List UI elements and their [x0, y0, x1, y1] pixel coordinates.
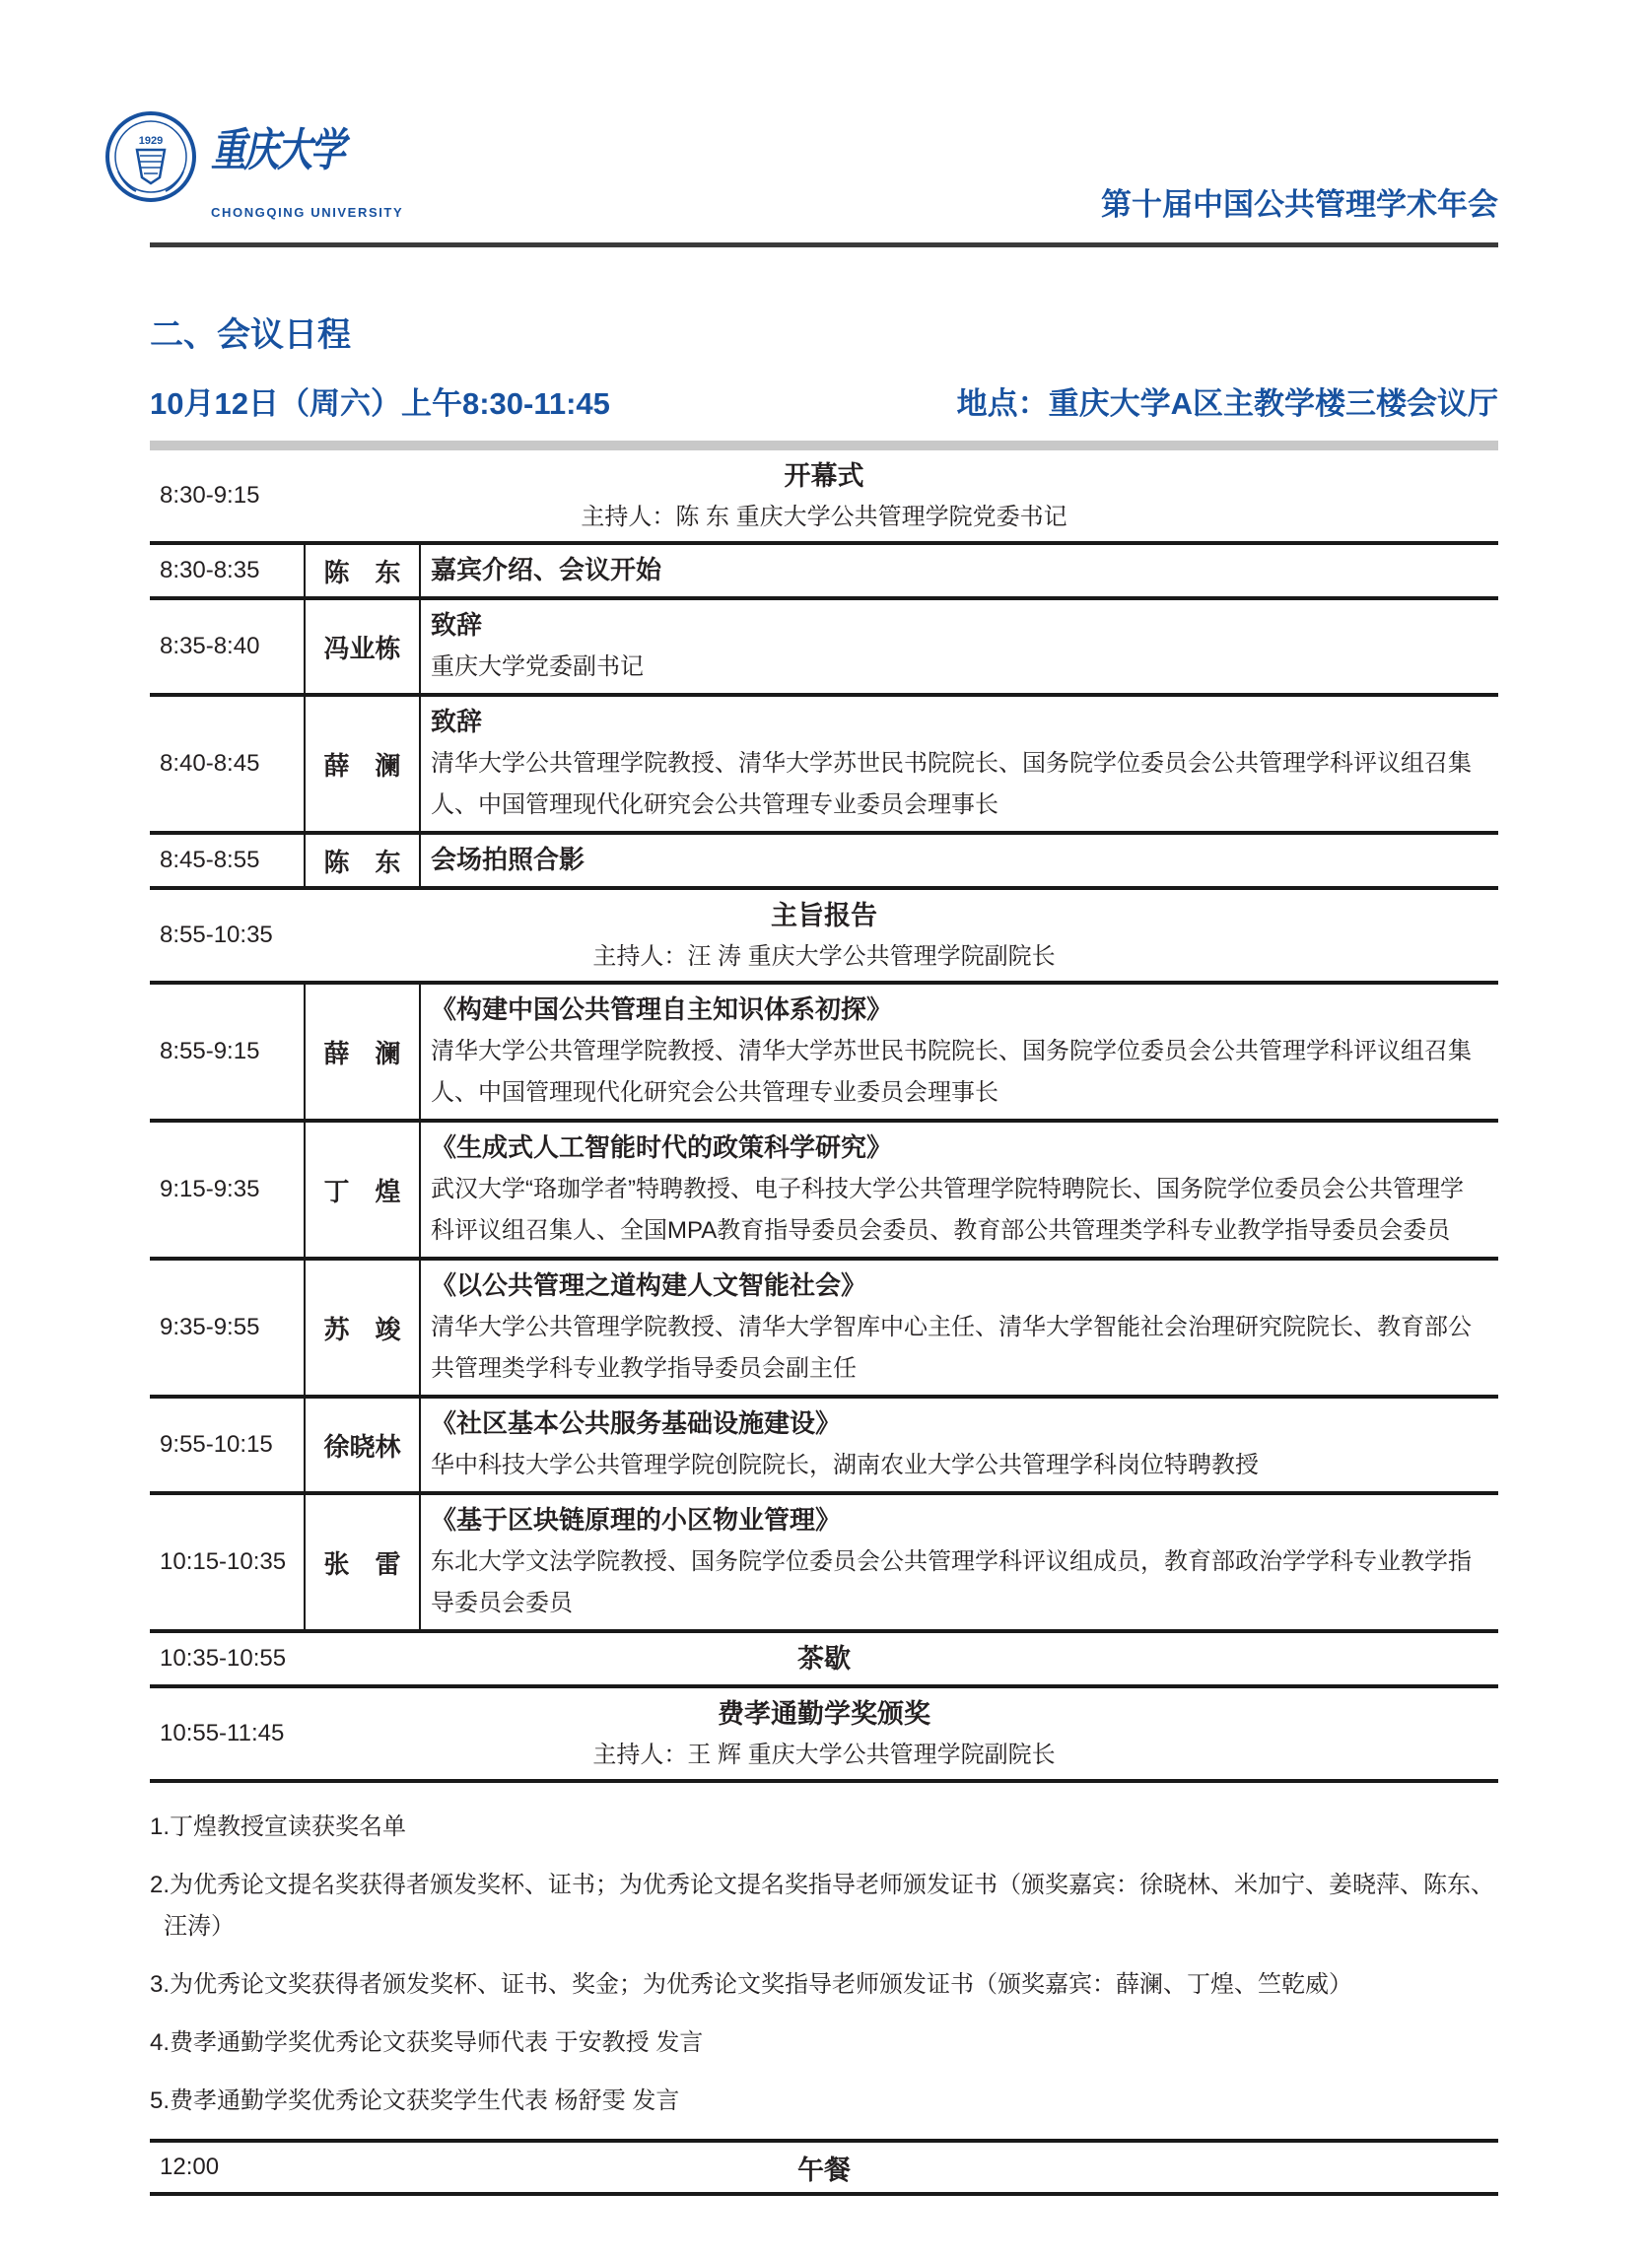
- row-title: 致辞: [431, 707, 483, 736]
- row-title: 嘉宾介绍、会议开始: [431, 555, 662, 584]
- table-row: [150, 985, 1498, 1123]
- row-time: 8:45-8:55: [150, 835, 306, 886]
- section-heading: 二、会议日程: [150, 316, 351, 354]
- note-item: 2.为优秀论文提名奖获得者颁发奖杯、证书；为优秀论文提名奖指导老师颁发证书（颁奖嘉宾：徐晓林、米加宁、姜晓萍、陈东、汪涛）: [150, 1872, 1495, 1940]
- table-row: [150, 600, 1498, 697]
- row-time: 9:55-10:15: [150, 1399, 306, 1491]
- row-time: 9:35-9:55: [150, 1261, 306, 1395]
- row-speaker: 陈 东: [306, 835, 421, 886]
- row-content: [421, 835, 1498, 886]
- table-row: [150, 545, 1498, 600]
- row-title: 致辞: [431, 610, 483, 640]
- conference-title: 第十届中国公共管理学术年会: [1101, 187, 1498, 222]
- lunch-time: 12:00: [160, 2154, 220, 2180]
- row-time: 8:35-8:40: [150, 600, 306, 693]
- schedule-subtitle: [150, 378, 1498, 423]
- note-item: 5.费孝通勤学奖优秀论文获奖学生代表 杨舒雯 发言: [150, 2087, 680, 2114]
- lunch-row: [150, 2139, 1498, 2196]
- table-row: [150, 1495, 1498, 1633]
- session-title: 主旨报告: [771, 901, 877, 930]
- session-row: [150, 1633, 1498, 1688]
- row-content: [421, 697, 1498, 831]
- row-content: [421, 1399, 1498, 1491]
- row-time: 8:40-8:45: [150, 697, 306, 831]
- session-title: 开幕式: [784, 461, 864, 491]
- row-time: 10:15-10:35: [150, 1495, 306, 1629]
- row-title: 会场拍照合影: [431, 845, 585, 874]
- row-title: 《生成式人工智能时代的政策科学研究》: [431, 1132, 893, 1162]
- row-title: 《基于区块链原理的小区物业管理》: [431, 1505, 842, 1535]
- row-desc: 清华大学公共管理学院教授、清华大学苏世民书院院长、国务院学位委员会公共管理学科评议组召集人、中国管理现代化研究会公共管理专业委员会理事长: [431, 1038, 1472, 1106]
- table-row: [150, 1399, 1498, 1495]
- session-host: 主持人：汪 涛 重庆大学公共管理学院副院长: [592, 943, 1056, 970]
- header-divider: [150, 242, 1498, 247]
- schedule-table: [150, 441, 1498, 2196]
- row-title: 《构建中国公共管理自主知识体系初探》: [431, 994, 893, 1024]
- note-item: 1.丁煌教授宣读获奖名单: [150, 1813, 407, 1840]
- session-time: 10:55-11:45: [160, 1720, 285, 1746]
- row-content: [421, 1123, 1498, 1257]
- row-content: [421, 1495, 1498, 1629]
- note-item: 4.费孝通勤学奖优秀论文获奖导师代表 于安教授 发言: [150, 2029, 704, 2056]
- lunch-title: 午餐: [797, 2155, 851, 2185]
- row-time: 9:15-9:35: [150, 1123, 306, 1257]
- row-speaker: 薛 澜: [306, 697, 421, 831]
- row-desc: 清华大学公共管理学院教授、清华大学苏世民书院院长、国务院学位委员会公共管理学科评议组召集人、中国管理现代化研究会公共管理专业委员会理事长: [431, 750, 1472, 818]
- schedule-location: 地点：重庆大学A区主教学楼三楼会议厅: [956, 386, 1498, 421]
- session-time: 8:55-10:35: [160, 922, 273, 948]
- row-title: 《社区基本公共服务基础设施建设》: [431, 1408, 842, 1438]
- table-top-bar: [150, 441, 1498, 450]
- session-time: 10:35-10:55: [160, 1645, 287, 1672]
- row-speaker: 丁 煌: [306, 1123, 421, 1257]
- schedule-datetime: 10月12日（周六）上午8:30-11:45: [150, 386, 610, 421]
- session-row: [150, 890, 1498, 985]
- row-title: 《以公共管理之道构建人文智能社会》: [431, 1270, 867, 1300]
- table-row: [150, 697, 1498, 835]
- row-speaker: 陈 东: [306, 545, 421, 596]
- session-host: 主持人：王 辉 重庆大学公共管理学院副院长: [592, 1742, 1056, 1768]
- table-row: [150, 1261, 1498, 1399]
- row-desc: 东北大学文法学院教授、国务院学位委员会公共管理学科评议组成员，教育部政治学学科专业教学指导委员会委员: [431, 1548, 1472, 1616]
- row-desc: 武汉大学“珞珈学者”特聘教授、电子科技大学公共管理学院特聘院长、国务院学位委员会公共管理学科评议组召集人、全国MPA教育指导委员会委员、教育部公共管理类学科专业教学指导委员会委员: [431, 1176, 1464, 1244]
- row-speaker: 张 雷: [306, 1495, 421, 1629]
- university-seal-icon: [104, 110, 197, 203]
- session-time: 8:30-9:15: [160, 482, 260, 509]
- session-row: [150, 450, 1498, 545]
- row-time: 8:55-9:15: [150, 985, 306, 1119]
- row-speaker: 苏 竣: [306, 1261, 421, 1395]
- award-notes: [150, 1807, 1498, 2122]
- session-title: 茶歇: [797, 1644, 851, 1674]
- row-time: 8:30-8:35: [150, 545, 306, 596]
- session-title: 费孝通勤学奖颁奖: [718, 1699, 930, 1729]
- session-host: 主持人：陈 东 重庆大学公共管理学院党委书记: [581, 504, 1067, 530]
- row-desc: 清华大学公共管理学院教授、清华大学智库中心主任、清华大学智能社会治理研究院院长、教育部公共管理类学科专业教学指导委员会副主任: [431, 1314, 1472, 1382]
- table-row: [150, 835, 1498, 890]
- row-speaker: 薛 澜: [306, 985, 421, 1119]
- row-content: [421, 600, 1498, 693]
- university-name-english: CHONGQING UNIVERSITY: [211, 205, 404, 220]
- university-name-calligraphy: 重庆大学: [211, 125, 344, 175]
- row-desc: 华中科技大学公共管理学院创院院长，湖南农业大学公共管理学科岗位特聘教授: [431, 1452, 1259, 1478]
- row-content: [421, 985, 1498, 1119]
- session-row: [150, 1688, 1498, 1783]
- row-speaker: 冯业栋: [306, 600, 421, 693]
- row-desc: 重庆大学党委副书记: [431, 653, 644, 680]
- row-speaker: 徐晓林: [306, 1399, 421, 1491]
- row-content: [421, 545, 1498, 596]
- note-item: 3.为优秀论文奖获得者颁发奖杯、证书、奖金；为优秀论文奖指导老师颁发证书（颁奖嘉宾：薛澜、丁煌、竺乾威）: [150, 1971, 1353, 1998]
- table-row: [150, 1123, 1498, 1261]
- seal-year: 1929: [138, 135, 164, 147]
- row-content: [421, 1261, 1498, 1395]
